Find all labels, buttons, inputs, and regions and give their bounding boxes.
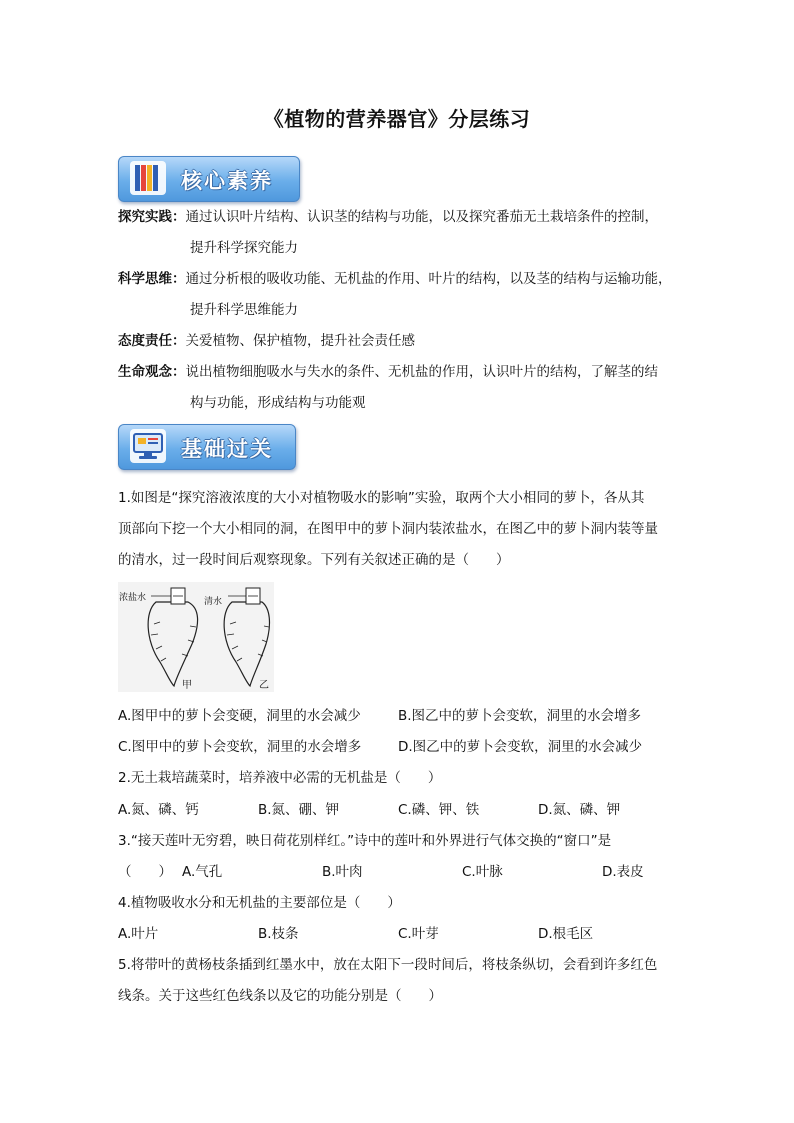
core-item-text: 通过认识叶片结构、认识茎的结构与功能，以及探究番茄无土栽培条件的控制，: [185, 209, 658, 225]
computer-icon: [129, 428, 167, 464]
question-3-stem: 3.“接天莲叶无穷碧，映日荷花别样红。”诗中的莲叶和外界进行气体交换的“窗口”是: [118, 833, 612, 849]
concentrated-brine-label: 浓盐水: [119, 593, 147, 603]
core-item: [118, 269, 672, 289]
core-literacy-banner: [118, 156, 300, 202]
question-4-stem: 4.植物吸收水分和无机盐的主要部位是（ ）: [118, 895, 401, 911]
banner-label: 基础过关: [181, 437, 273, 461]
option-a: A.氮、磷、钙: [118, 802, 199, 818]
option-d: D.氮、磷、钾: [538, 802, 621, 818]
core-item-text: 关爱植物、保护植物，提升社会责任感: [185, 333, 415, 349]
figure-caption-jia: 甲: [182, 680, 192, 691]
option-b: B.图乙中的萝卜会变软，洞里的水会增多: [398, 708, 642, 724]
core-item: [118, 362, 658, 382]
option-a: A.气孔: [182, 864, 223, 880]
core-item-key: 科学思维：: [118, 271, 186, 287]
books-icon: [129, 160, 167, 196]
option-d: D.表皮: [602, 864, 644, 880]
question-5-line: 线条。关于这些红色线条以及它的功能分别是（ ）: [118, 988, 442, 1004]
question-1-line: 的清水，过一段时间后观察现象。下列有关叙述正确的是（ ）: [118, 552, 510, 568]
core-item-key: 态度责任：: [118, 333, 186, 349]
core-item-continued: 提升科学探究能力: [190, 240, 298, 256]
answer-parentheses: （ ）: [118, 864, 172, 880]
core-item-text: 通过分析根的吸收功能、无机盐的作用、叶片的结构，以及茎的结构与运输功能，: [185, 271, 672, 287]
banner-label: 核心素养: [181, 169, 273, 193]
question-5-line: 5.将带叶的黄杨枝条插到红墨水中，放在太阳下一段时间后，将枝条纵切，会看到许多红色: [118, 957, 658, 973]
core-item-key: 探究实践：: [118, 209, 186, 225]
core-item-continued: 提升科学思维能力: [190, 302, 298, 318]
core-item: [118, 207, 658, 227]
core-item-text: 说出植物细胞吸水与失水的条件、无机盐的作用，认识叶片的结构，了解茎的结: [185, 364, 658, 380]
option-b: B.氮、硼、钾: [258, 802, 340, 818]
core-item: [118, 331, 415, 351]
basic-level-banner: [118, 424, 296, 470]
option-d: D.根毛区: [538, 926, 594, 942]
figure-caption-yi: 乙: [259, 680, 269, 691]
option-c: C.叶脉: [462, 864, 503, 880]
question-2-stem: 2.无土栽培蔬菜时，培养液中必需的无机盐是（ ）: [118, 770, 442, 786]
radish-figure: [118, 582, 274, 692]
clear-water-label: 清水: [204, 597, 223, 607]
option-d: D.图乙中的萝卜会变软，洞里的水会减少: [398, 739, 643, 755]
page-title: 《植物的营养器官》分层练习: [263, 107, 531, 131]
option-a: A.图甲中的萝卜会变硬，洞里的水会减少: [118, 708, 361, 724]
question-1-line: 1.如图是“探究溶液浓度的大小对植物吸水的影响”实验，取两个大小相同的萝卜，各从其: [118, 490, 645, 506]
option-c: C.图甲中的萝卜会变软，洞里的水会增多: [118, 739, 362, 755]
option-b: B.叶肉: [322, 864, 363, 880]
option-b: B.枝条: [258, 926, 299, 942]
option-a: A.叶片: [118, 926, 159, 942]
core-item-key: 生命观念：: [118, 364, 186, 380]
option-c: C.叶芽: [398, 926, 439, 942]
option-c: C.磷、钾、铁: [398, 802, 480, 818]
core-item-continued: 构与功能，形成结构与功能观: [190, 395, 366, 411]
question-1-line: 顶部向下挖一个大小相同的洞，在图甲中的萝卜洞内装浓盐水，在图乙中的萝卜洞内装等量: [118, 521, 658, 537]
